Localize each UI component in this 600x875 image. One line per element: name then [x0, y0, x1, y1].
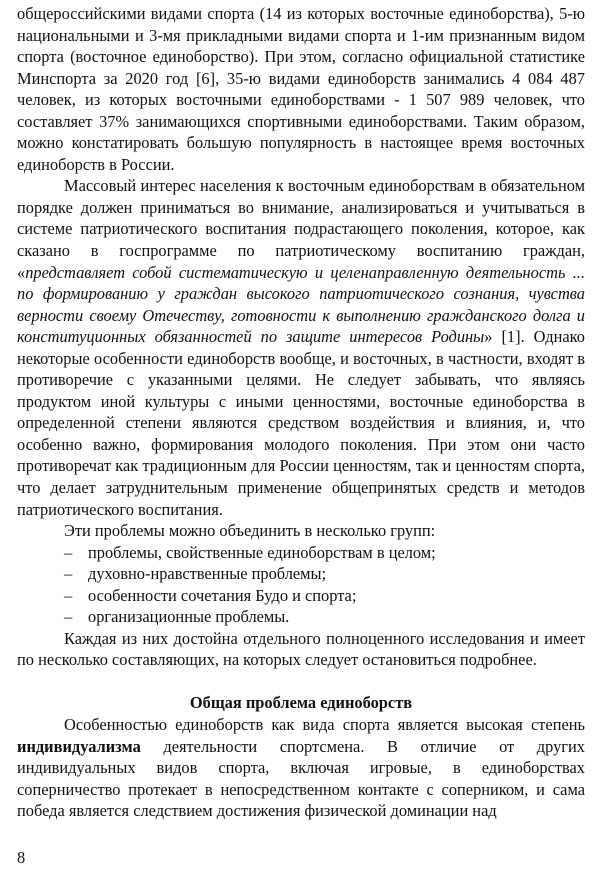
- paragraph-problem-groups: [17, 520, 585, 542]
- list-item-text: организационные проблемы.: [88, 607, 290, 627]
- section-heading: Общая проблема единоборств: [189, 693, 413, 713]
- paragraph-text: общероссийскими видами спорта (14 из которых восточные единоборства), 5-ю национальными и 3-мя прикладными видами спорта и 1-им признанным видом спорта (восточное единоборство). При этом, согласно официальной статистике Минспорта за 2020 год [6], 35-ю видами единоборств занимались 4 084 487 человек, из которых восточными единоборствами - 1 507 989 человек, что составляет 37% занимающихся спортивными единоборствами. Таким образом, можно констатировать большую популярность в настоящее время восточных единоборств в России.: [17, 4, 585, 174]
- list-item: [17, 585, 585, 607]
- paragraph-continuation: [17, 3, 585, 175]
- paragraph-text: Каждая из них достойна отдельного полноценного исследования и имеет по несколько составляющих, на которых следует остановиться подробнее.: [17, 628, 585, 670]
- paragraph-text: » [1]. Однако некоторые особенности единоборств вообще, и восточных, в частности, входят в противоречие с указанными целями. Не следует забывать, что являясь продуктом иной культуры с иными ценностями, восточные единоборства в определенной степени являются средством воздействия и влияния, и, что особенно важно, формирования молодого поколения. При этом они часто противоречат как традиционным для России ценностям, так и ценностям спорта, что делает затруднительным применение общепринятых средств и методов патриотического воспитания.: [17, 327, 585, 519]
- list-item-text: проблемы, свойственные единоборствам в целом;: [88, 542, 436, 562]
- paragraph-text: деятельности спортсмена. В отличие от других индивидуальных видов спорта, включая игровые, в единоборствах соперничество протекает в непосредственном контакте с соперником, и сама победа является следствием достижения физической доминации над: [17, 736, 585, 821]
- list-item-text: особенности сочетания Будо и спорта;: [88, 585, 357, 605]
- problem-list: [17, 542, 585, 628]
- list-item: [17, 542, 585, 564]
- italic-quote: представляет собой систематическую и целенаправленную деятельность ... по формированию у граждан высокого патриотического сознания, чувства верности своему Отечеству, готовности к выполнению гражданского долга и конституционных обязанностей по защите интересов Родины: [17, 262, 585, 347]
- list-dash: –: [64, 607, 73, 627]
- list-item: [17, 606, 585, 628]
- list-dash: –: [64, 585, 73, 605]
- paragraph-individualism: [17, 714, 585, 822]
- list-dash: –: [64, 564, 73, 584]
- list-item: [17, 563, 585, 585]
- paragraph-text: Массовый интерес населения к восточным единоборствам в обязательном порядке должен приниматься во внимание, анализироваться и учитываться в системе патриотического воспитания подрастающего поколения, которое, как сказано в госпрограмме по патриотическому воспитанию граждан, «: [17, 176, 585, 282]
- bold-term: индивидуализма: [17, 736, 141, 756]
- paragraph-text: Особенностью единоборств как вида спорта является высокая степень: [64, 715, 585, 734]
- paragraph-text: Эти проблемы можно объединить в несколько групп:: [64, 521, 436, 541]
- paragraph-mass-interest: [17, 175, 585, 520]
- list-dash: –: [64, 542, 73, 562]
- document-page: [17, 3, 585, 822]
- page-number: 8: [17, 848, 26, 867]
- blank-line: [17, 671, 585, 693]
- paragraph-each-worthy: [17, 628, 585, 671]
- list-item-text: духовно-нравственные проблемы;: [88, 564, 327, 584]
